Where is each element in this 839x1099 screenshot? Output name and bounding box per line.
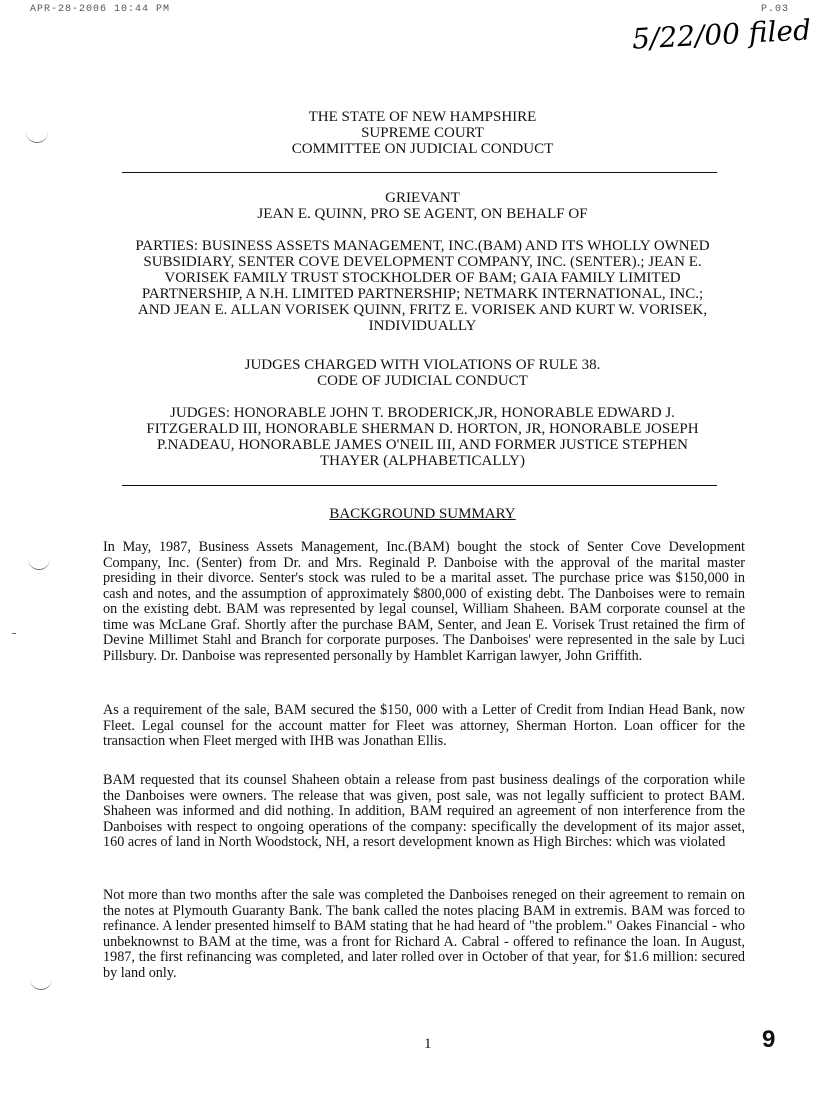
court-name-title: SUPREME COURT: [361, 125, 484, 141]
punch-hole-mark: [26, 130, 48, 143]
judges-line: JUDGES: HONORABLE JOHN T. BRODERICK,JR, HONORABLE EDWARD J.: [170, 405, 675, 421]
committee-title: COMMITTEE ON JUDICIAL CONDUCT: [291, 141, 554, 157]
parties-line: PARTIES: BUSINESS ASSETS MANAGEMENT, INC.(BAM) AND ITS WHOLLY OWNED: [135, 238, 710, 254]
parties-line: VORISEK FAMILY TRUST STOCKHOLDER OF BAM; GAIA FAMILY LIMITED: [164, 270, 681, 286]
page-number: 1: [424, 1036, 432, 1052]
judges-line: P.NADEAU, HONORABLE JAMES O'NEIL III, AND FORMER JUSTICE STEPHEN: [157, 437, 688, 453]
exhibit-number: 9: [762, 1026, 776, 1053]
paragraph: As a requirement of the sale, BAM secured the $150, 000 with a Letter of Credit from Indian Head Bank, now Fleet. Legal counsel for the account matter for Fleet was attorney, Sherman Horton. Loan officer for the transaction when Fleet merged with IHB was Jonathan Ellis.: [103, 702, 745, 749]
paragraph: In May, 1987, Business Assets Management, Inc.(BAM) bought the stock of Senter Cove Development Company, Inc. (Senter) from Dr. and Mrs. Reginald P. Danboise with the approval of the marital master presiding in their divorce. Senter's stock was ruled to be a marital asset. The purchase price was $150,000 in cash and notes, and the assumption of approximately $800,000 of existing debt. The Danboises were to remain on the existing debt. BAM was represented by legal counsel, William Shaheen. BAM corporate counsel at the time was McLane Graf. Shortly after the purchase BAM, Senter, and Jean E. Vorisek Trust retained the firm of Devine Millimet Stahl and Branch for corporate purposes. The Danboises' were represented in the sale by Luci Pillsbury. Dr. Danboise was represented personally by Hamblet Karrigan lawyer, John Griffith.: [103, 539, 745, 664]
parties-line: INDIVIDUALLY: [368, 318, 477, 334]
parties-line: PARTNERSHIP, A N.H. LIMITED PARTNERSHIP; NETMARK INTERNATIONAL, INC.;: [141, 286, 704, 302]
parties-line: AND JEAN E. ALLAN VORISEK QUINN, FRITZ E. VORISEK AND KURT W. VORISEK,: [137, 302, 708, 318]
punch-hole-mark: [30, 977, 52, 990]
judges-line: THAYER (ALPHABETICALLY): [319, 453, 525, 469]
paragraph: Not more than two months after the sale was completed the Danboises reneged on their agreement to remain on the notes at Plymouth Guaranty Bank. The bank called the notes placing BAM in extremis. BAM was forced to refinance. A lender presented himself to BAM stating that he had heard of "the problem." Oakes Financial - who unbeknownst to BAM at the time, was a front for Richard A. Cabral - offered to refinance the loan. In August, 1987, the first refinancing was completed, and later rolled over in October of that year, for $1.6 million: secured by land only.: [103, 887, 745, 981]
punch-hole-mark: [28, 557, 50, 570]
charges-heading: JUDGES CHARGED WITH VIOLATIONS OF RULE 38.: [244, 357, 601, 373]
fax-page-stamp: P.03: [760, 4, 789, 15]
scan-speck: [12, 633, 16, 634]
grievant-label: GRIEVANT: [385, 190, 460, 206]
judges-line: FITZGERALD III, HONORABLE SHERMAN D. HORTON, JR, HONORABLE JOSEPH: [146, 421, 699, 437]
court-state-title: THE STATE OF NEW HAMPSHIRE: [308, 109, 537, 125]
charges-subheading: CODE OF JUDICIAL CONDUCT: [317, 373, 528, 389]
handwritten-filed-note: 5/22/00 filed: [631, 13, 812, 56]
background-summary-heading: BACKGROUND SUMMARY: [329, 506, 516, 522]
grievant-name: JEAN E. QUINN, PRO SE AGENT, ON BEHALF OF: [257, 206, 588, 222]
title-divider: [122, 172, 717, 173]
paragraph: BAM requested that its counsel Shaheen obtain a release from past business dealings of the corporation while the Danboises were owners. The release that was given, post sale, was not legally sufficient to protect BAM. Shaheen was informed and did nothing. In addition, BAM required an agreement of non interference from the Danboises with respect to ongoing operations of the company: specifically the development of its major asset, 160 acres of land in North Woodstock, NH, a resort development known as High Birches: which was violated: [103, 772, 745, 850]
parties-line: SUBSIDIARY, SENTER COVE DEVELOPMENT COMPANY, INC. (SENTER).; JEAN E.: [143, 254, 702, 270]
judges-divider: [122, 485, 717, 486]
fax-header-stamp: APR-28-2006 10:44 PM: [30, 4, 171, 15]
section-heading: [100, 506, 745, 522]
